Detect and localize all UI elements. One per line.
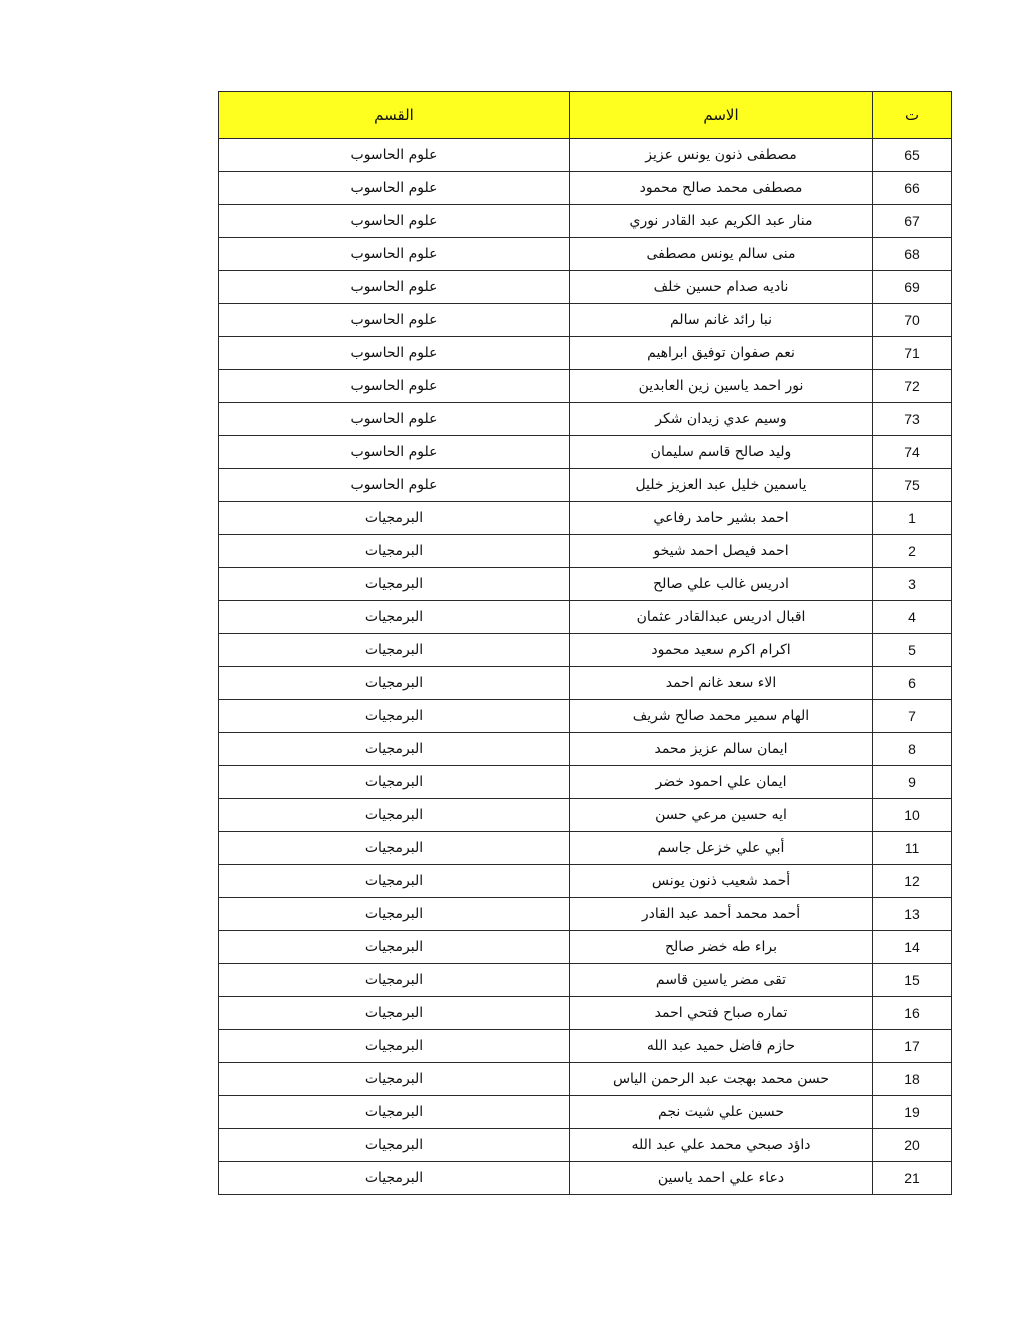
cell-department: البرمجيات [219, 1129, 570, 1162]
cell-name: مصطفى محمد صالح محمود [570, 172, 873, 205]
cell-department: البرمجيات [219, 832, 570, 865]
cell-number: 68 [873, 238, 952, 271]
cell-name: حازم فاضل حميد عبد الله [570, 1030, 873, 1063]
table-row [219, 766, 952, 799]
cell-department: البرمجيات [219, 1096, 570, 1129]
student-roster-table [218, 91, 952, 1195]
cell-name: تقى مضر ياسين قاسم [570, 964, 873, 997]
cell-department: البرمجيات [219, 700, 570, 733]
cell-name: حسن محمد بهجت عبد الرحمن الياس [570, 1063, 873, 1096]
table-row [219, 403, 952, 436]
cell-name: دعاء علي احمد ياسين [570, 1162, 873, 1195]
cell-number: 21 [873, 1162, 952, 1195]
table-row [219, 1129, 952, 1162]
cell-name: وسيم عدي زيدان شكر [570, 403, 873, 436]
table-row [219, 997, 952, 1030]
cell-department: البرمجيات [219, 1063, 570, 1096]
table-row [219, 436, 952, 469]
table-row [219, 733, 952, 766]
cell-number: 6 [873, 667, 952, 700]
cell-number: 65 [873, 139, 952, 172]
cell-number: 10 [873, 799, 952, 832]
cell-department: البرمجيات [219, 964, 570, 997]
cell-number: 67 [873, 205, 952, 238]
cell-department: علوم الحاسوب [219, 139, 570, 172]
cell-department: البرمجيات [219, 535, 570, 568]
cell-department: البرمجيات [219, 865, 570, 898]
cell-number: 71 [873, 337, 952, 370]
cell-department: علوم الحاسوب [219, 304, 570, 337]
table-row [219, 667, 952, 700]
cell-department: علوم الحاسوب [219, 436, 570, 469]
table-row [219, 238, 952, 271]
cell-name: أبي علي خزعل جاسم [570, 832, 873, 865]
cell-department: علوم الحاسوب [219, 238, 570, 271]
table-row [219, 832, 952, 865]
cell-name: نعم صفوان توفيق ابراهيم [570, 337, 873, 370]
cell-number: 69 [873, 271, 952, 304]
cell-number: 3 [873, 568, 952, 601]
cell-number: 20 [873, 1129, 952, 1162]
table-row [219, 370, 952, 403]
cell-name: اكرام اكرم سعيد محمود [570, 634, 873, 667]
table-row [219, 1063, 952, 1096]
table-row [219, 700, 952, 733]
cell-department: علوم الحاسوب [219, 271, 570, 304]
table-row [219, 568, 952, 601]
cell-department: علوم الحاسوب [219, 370, 570, 403]
cell-name: ياسمين خليل عبد العزيز خليل [570, 469, 873, 502]
table-row [219, 535, 952, 568]
cell-number: 2 [873, 535, 952, 568]
cell-name: وليد صالح قاسم سليمان [570, 436, 873, 469]
cell-name: ادريس غالب علي صالح [570, 568, 873, 601]
cell-department: البرمجيات [219, 1030, 570, 1063]
cell-name: منار عبد الكريم عبد القادر نوري [570, 205, 873, 238]
cell-number: 72 [873, 370, 952, 403]
cell-name: ايمان علي احمود خضر [570, 766, 873, 799]
cell-name: تماره صباح فتحي احمد [570, 997, 873, 1030]
table-row [219, 634, 952, 667]
cell-department: البرمجيات [219, 634, 570, 667]
table-row [219, 601, 952, 634]
cell-name: نور احمد ياسين زين العابدين [570, 370, 873, 403]
cell-department: علوم الحاسوب [219, 172, 570, 205]
cell-name: احمد فيصل احمد شيخو [570, 535, 873, 568]
cell-name: مصطفى ذنون يونس عزيز [570, 139, 873, 172]
cell-number: 18 [873, 1063, 952, 1096]
cell-number: 1 [873, 502, 952, 535]
cell-name: ايمان سالم عزيز محمد [570, 733, 873, 766]
cell-name: احمد بشير حامد رفاعي [570, 502, 873, 535]
table-row [219, 469, 952, 502]
cell-department: البرمجيات [219, 502, 570, 535]
table-row [219, 898, 952, 931]
cell-department: البرمجيات [219, 799, 570, 832]
cell-name: الهام سمير محمد صالح شريف [570, 700, 873, 733]
table-row [219, 205, 952, 238]
cell-number: 13 [873, 898, 952, 931]
cell-number: 5 [873, 634, 952, 667]
table-row [219, 799, 952, 832]
table-body [219, 139, 952, 1195]
cell-department: علوم الحاسوب [219, 205, 570, 238]
cell-department: البرمجيات [219, 898, 570, 931]
cell-department: البرمجيات [219, 568, 570, 601]
cell-number: 15 [873, 964, 952, 997]
header-row [219, 92, 952, 139]
cell-department: البرمجيات [219, 1162, 570, 1195]
cell-number: 73 [873, 403, 952, 436]
cell-department: البرمجيات [219, 931, 570, 964]
table-row [219, 1096, 952, 1129]
cell-department: البرمجيات [219, 667, 570, 700]
table-row [219, 865, 952, 898]
cell-department: البرمجيات [219, 601, 570, 634]
cell-name: أحمد شعيب ذنون يونس [570, 865, 873, 898]
cell-name: أحمد محمد أحمد عبد القادر [570, 898, 873, 931]
cell-name: براء طه خضر صالح [570, 931, 873, 964]
cell-department: البرمجيات [219, 733, 570, 766]
cell-department: البرمجيات [219, 997, 570, 1030]
cell-name: حسين علي شيت نجم [570, 1096, 873, 1129]
cell-name: ايه حسين مرعي حسن [570, 799, 873, 832]
cell-name: الاء سعد غانم احمد [570, 667, 873, 700]
cell-number: 75 [873, 469, 952, 502]
cell-name: ناديه صدام حسين خلف [570, 271, 873, 304]
cell-name: نبا رائد غانم سالم [570, 304, 873, 337]
cell-department: علوم الحاسوب [219, 337, 570, 370]
cell-number: 12 [873, 865, 952, 898]
header-name: الاسم [570, 92, 873, 139]
table-row [219, 1030, 952, 1063]
cell-number: 9 [873, 766, 952, 799]
cell-name: منى سالم يونس مصطفى [570, 238, 873, 271]
cell-number: 74 [873, 436, 952, 469]
cell-name: داؤد صبحي محمد علي عبد الله [570, 1129, 873, 1162]
table-row [219, 931, 952, 964]
cell-number: 4 [873, 601, 952, 634]
cell-number: 8 [873, 733, 952, 766]
table-row [219, 271, 952, 304]
table-row [219, 502, 952, 535]
header-department: القسم [219, 92, 570, 139]
cell-number: 19 [873, 1096, 952, 1129]
cell-number: 14 [873, 931, 952, 964]
table-row [219, 964, 952, 997]
cell-department: البرمجيات [219, 766, 570, 799]
cell-number: 11 [873, 832, 952, 865]
cell-number: 17 [873, 1030, 952, 1063]
cell-number: 7 [873, 700, 952, 733]
table-row [219, 304, 952, 337]
cell-number: 66 [873, 172, 952, 205]
cell-number: 70 [873, 304, 952, 337]
table-header [219, 92, 952, 139]
table-row [219, 1162, 952, 1195]
table-row [219, 337, 952, 370]
cell-number: 16 [873, 997, 952, 1030]
header-number: ت [873, 92, 952, 139]
cell-name: اقبال ادريس عبدالقادر عثمان [570, 601, 873, 634]
cell-department: علوم الحاسوب [219, 403, 570, 436]
cell-department: علوم الحاسوب [219, 469, 570, 502]
table-row [219, 172, 952, 205]
table-row [219, 139, 952, 172]
